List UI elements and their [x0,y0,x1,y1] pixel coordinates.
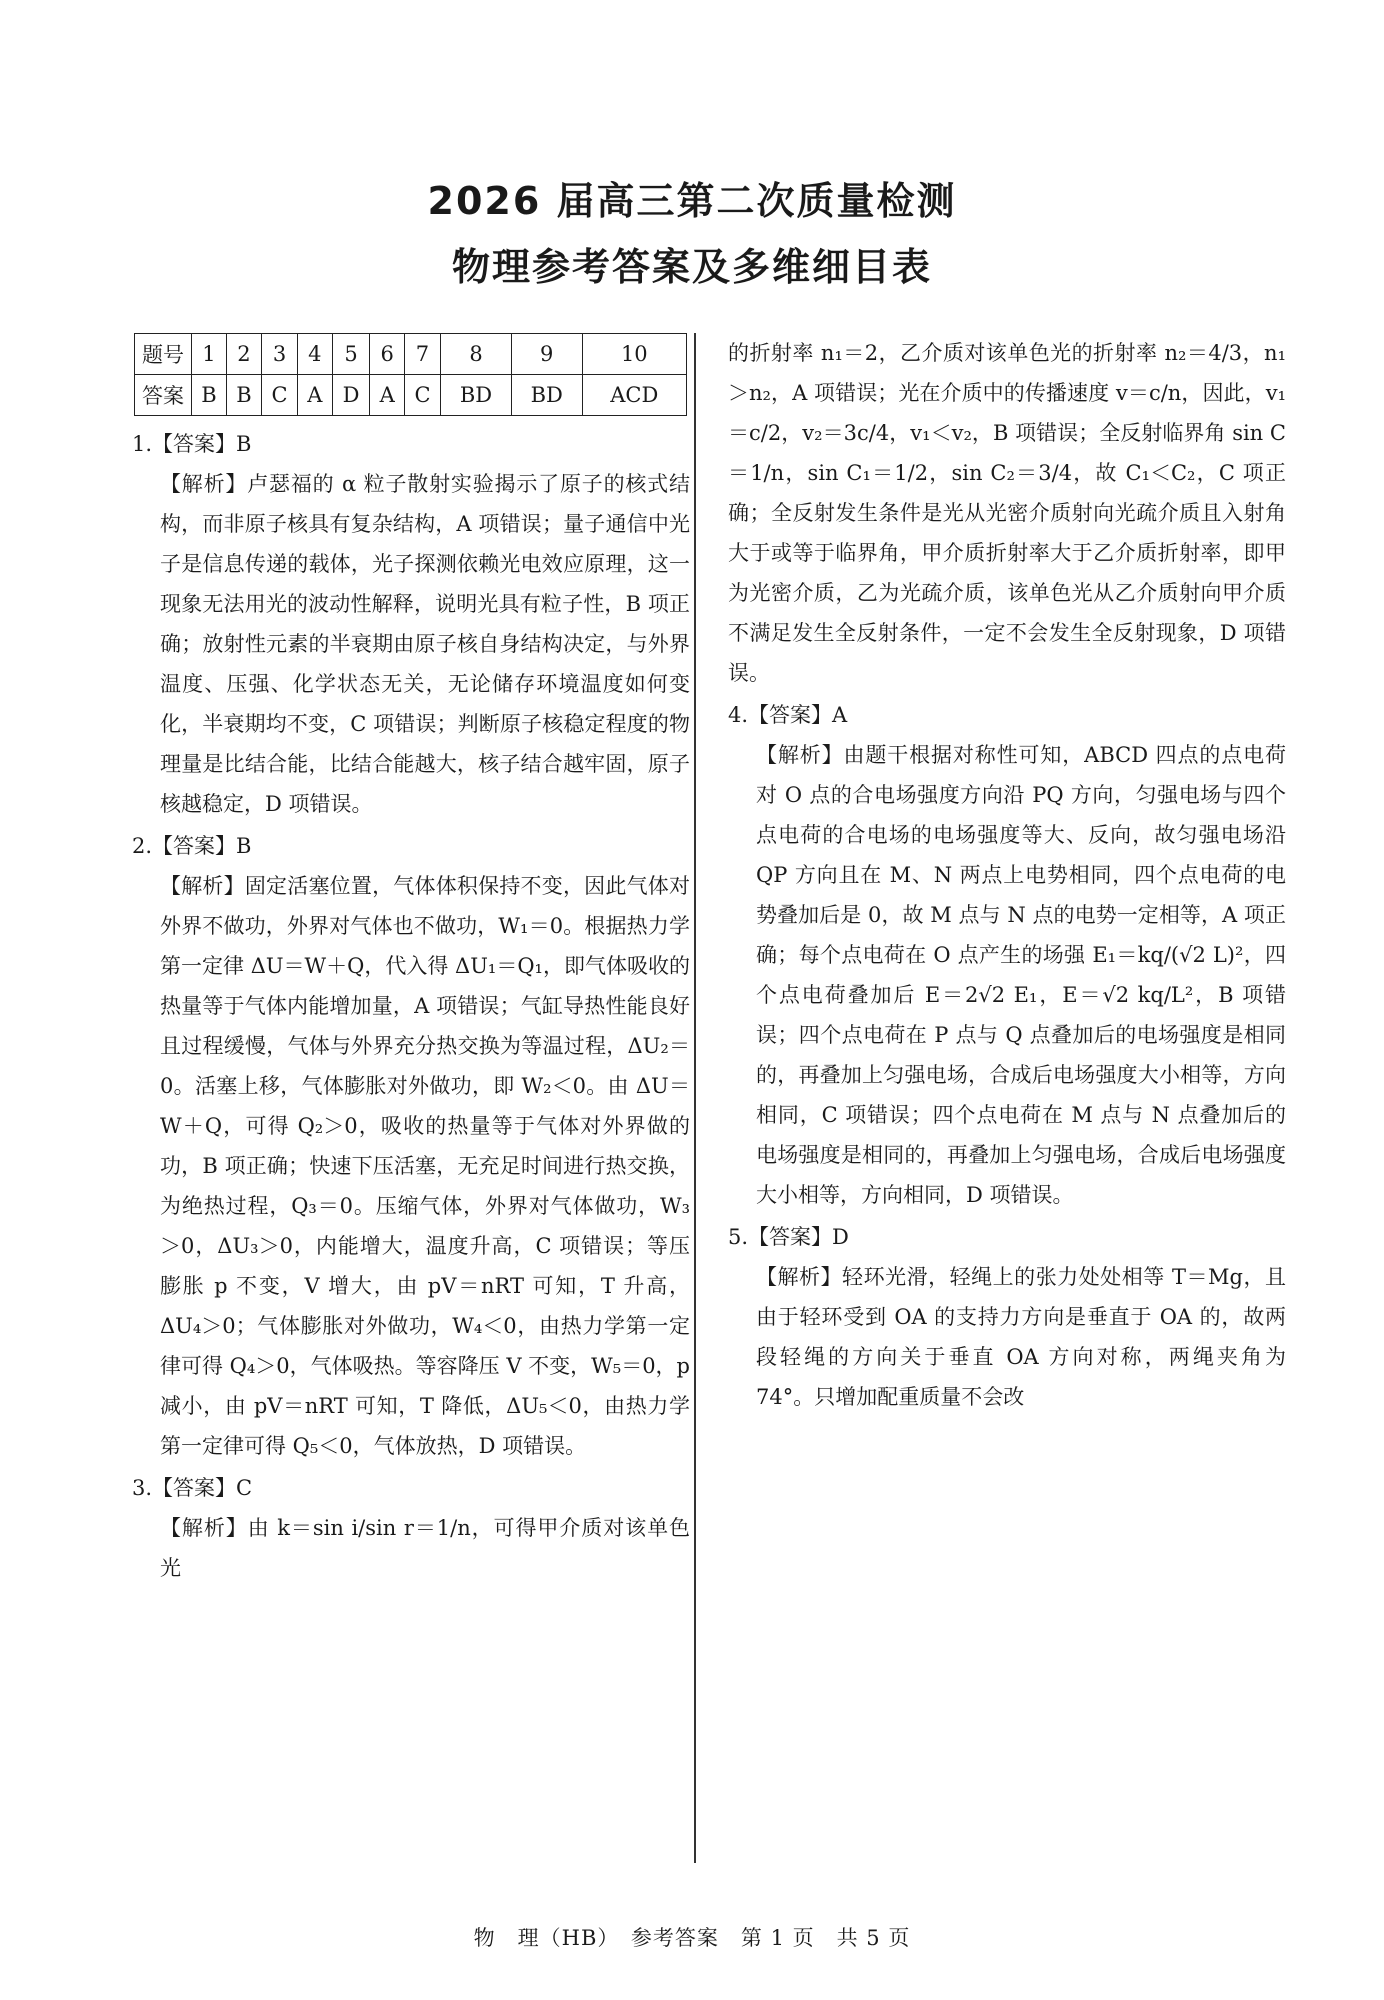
question-number: 6 [370,334,404,375]
answer-heading-q3: 3.【答案】C [132,1476,253,1500]
answer-cell: B [192,375,227,416]
left-column [132,333,690,1588]
answer-table-answer-row [135,375,687,416]
analysis-paragraph-q1: 【解析】卢瑟福的 α 粒子散射实验揭示了原子的核式结构，而非原子核具有复杂结构，A 项错误；量子通信中光子是信息传递的载体，光子探测依赖光电效应原理，这一现象无法用光的波动性解释，说明光具有粒子性，B 项正确；放射性元素的半衰期由原子核自身结构决定，与外界温度、压强、化学状态无关，无论储存环境温度如何变化，半衰期均不变，C 项错误；判断原子核稳定程度的物理量是比结合能，比结合能越大，核子结合越牢固，原子核越稳定，D 项错误。 [160,472,690,816]
question-number: 4 [298,334,332,375]
question-number: 3 [261,334,297,375]
answer-cell: D [332,375,370,416]
answer-cell: A [298,375,332,416]
table-row-label: 题号 [135,334,192,375]
answer-heading-q2: 2.【答案】B [132,834,252,858]
answer-cell: BD [511,375,582,416]
analysis-paragraph-q2: 【解析】固定活塞位置，气体体积保持不变，因此气体对外界不做功，外界对气体也不做功，W₁＝0。根据热力学第一定律 ΔU＝W＋Q，代入得 ΔU₁＝Q₁，即气体吸收的热量等于气体内能增加量，A 项错误；气缸导热性能良好且过程缓慢，气体与外界充分热交换为等温过程，ΔU₂＝0。活塞上移，气体膨胀对外做功，即 W₂＜0。由 ΔU＝W＋Q，可得 Q₂＞0，吸收的热量等于气体对外界做的功，B 项正确；快速下压活塞，无充足时间进行热交换，为绝热过程，Q₃＝0。压缩气体，外界对气体做功，W₃＞0，ΔU₃＞0，内能增大，温度升高，C 项错误；等压膨胀 p 不变，V 增大，由 pV＝nRT 可知，T 升高，ΔU₄＞0；气体膨胀对外做功，W₄＜0，由热力学第一定律可得 Q₄＞0，气体吸热。等容降压 V 不变，W₅＝0，p 减小，由 pV＝nRT 可知，T 降低，ΔU₅＜0，由热力学第一定律可得 Q₅＜0，气体放热，D 项错误。 [160,874,690,1458]
answer-cell: B [226,375,261,416]
analysis-paragraph-q3-start: 【解析】由 k＝sin i/sin r＝1/n，可得甲介质对该单色光 [160,1516,690,1580]
analysis-paragraph-q3-continued: 的折射率 n₁＝2，乙介质对该单色光的折射率 n₂＝4/3，n₁＞n₂，A 项错误；光在介质中的传播速度 v＝c/n，因此，v₁＝c/2，v₂＝3c/4，v₁＜v₂，B 项错误；全反射临界角 sin C＝1/n，sin C₁＝1/2，sin C₂＝3/4，故 C₁＜C₂，C 项正确；全反射发生条件是光从光密介质射向光疏介质且入射角大于或等于临界角，甲介质折射率大于乙介质折射率，即甲为光密介质，乙为光疏介质，该单色光从乙介质射向甲介质不满足发生全反射条件，一定不会发生全反射现象，D 项错误。 [728,341,1286,685]
question-number: 8 [441,334,512,375]
answer-table-number-row [135,334,687,375]
answer-cell: A [370,375,404,416]
page-subtitle: 物理参考答案及多维细目表 [451,245,932,289]
answer-cell: BD [441,375,512,416]
answer-heading-q5: 5.【答案】D [728,1225,849,1249]
question-number: 1 [192,334,227,375]
answer-cell: ACD [582,375,686,416]
analysis-paragraph-q5: 【解析】轻环光滑，轻绳上的张力处处相等 T＝Mg，且由于轻环受到 OA 的支持力方向是垂直于 OA 的，故两段轻绳的方向关于垂直 OA 方向对称，两绳夹角为 74°。只增加配重质量不会改 [756,1265,1286,1409]
question-number: 9 [511,334,582,375]
analysis-paragraph-q4: 【解析】由题干根据对称性可知，ABCD 四点的点电荷对 O 点的合电场强度方向沿 PQ 方向，匀强电场与四个点电荷的合电场的电场强度等大、反向，故匀强电场沿 QP 方向且在 M、N 两点上电势相同，四个点电荷的电势叠加后是 0，故 M 点与 N 点的电势一定相等，A 项正确；每个点电荷在 O 点产生的场强 E₁＝kq/(√2 L)²，四个点电荷叠加后 E＝2√2 E₁，E＝√2 kq/L²，B 项错误；四个点电荷在 P 点与 Q 点叠加后的电场强度是相同的，再叠加上匀强电场，合成后电场强度大小相等，方向相同，C 项错误；四个点电荷在 M 点与 N 点叠加后的电场强度是相同的，再叠加上匀强电场，合成后电场强度大小相等，方向相同，D 项错误。 [756,743,1286,1207]
answer-table [134,333,687,416]
answer-cell: C [404,375,440,416]
question-number: 7 [404,334,440,375]
column-divider [694,333,696,1863]
question-number: 5 [332,334,370,375]
answer-cell: C [261,375,297,416]
question-number: 10 [582,334,686,375]
question-number: 2 [226,334,261,375]
answer-heading-q4: 4.【答案】A [728,703,848,727]
page-footer: 物 理（HB） 参考答案 第 1 页 共 5 页 [473,1926,911,1950]
answer-heading-q1: 1.【答案】B [132,432,252,456]
right-column [728,333,1286,1417]
page-title: 2026 届高三第二次质量检测 [427,179,957,223]
table-row-label: 答案 [135,375,192,416]
